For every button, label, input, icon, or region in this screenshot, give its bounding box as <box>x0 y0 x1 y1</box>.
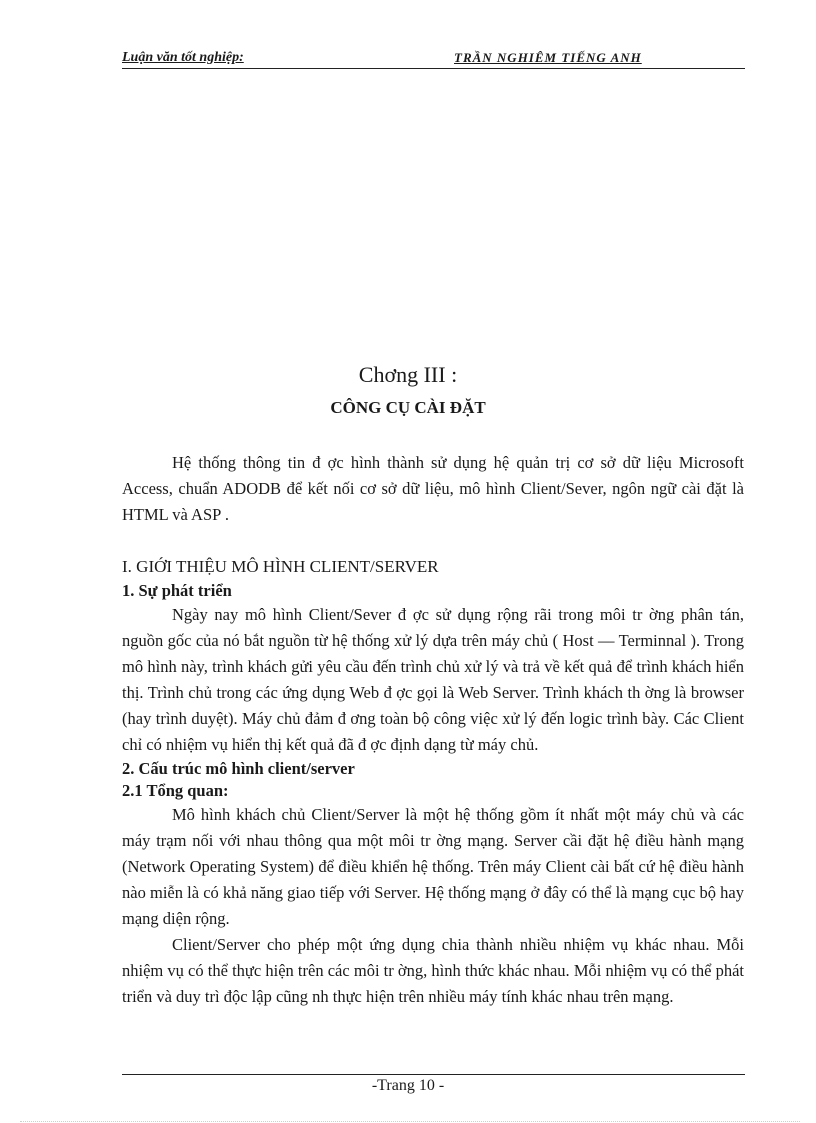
page-header <box>122 50 745 69</box>
subsection-heading: 2. Cấu trúc mô hình client/server <box>122 759 355 778</box>
intro-paragraph: Hệ thống thông tin đ ợc hình thành sử dụng hệ quản trị cơ sở dữ liệu Microsoft Access, chuẩn ADODB để kết nối cơ sở dữ liệu, mô hình Client/Sever, ngôn ngữ cài đặt là HTML và ASP . <box>122 453 744 524</box>
header-right-text: TRẦN NGHIÊM TIẾNG ANH <box>454 50 642 65</box>
header-left-text: Luận văn tốt nghiệp: <box>122 50 244 65</box>
chapter-title: Chơng III : <box>358 362 458 387</box>
subsection-heading: 2.1 Tổng quan: <box>122 781 229 800</box>
paragraph: Client/Server cho phép một ứng dụng chia thành nhiều nhiệm vụ khác nhau. Mỗi nhiệm vụ có thể thực hiện trên các môi tr ờng, hình thức khác nhau. Mỗi nhiệm vụ có thể phát triển và duy trì độc lập cũng nh thực hiện trên nhiều máy tính khác nhau trên mạng. <box>122 935 744 1006</box>
subsection-heading: 1. Sự phát triển <box>122 581 232 600</box>
page-bottom-border <box>20 1121 800 1122</box>
paragraph: Mô hình khách chủ Client/Server là một hệ thống gồm ít nhất một máy chủ và các máy trạm nối với nhau thông qua một môi tr ờng mạng. Server cầi đặt hệ điều hành mạng (Network Operating System) để điều khiển hệ thống. Trên máy Client cài bất cứ hệ điều hành nào miễn là có khả năng giao tiếp với Server. Hệ thống mạng ở đây có thể là mạng cục bộ hay mạng diện rộng. <box>122 805 744 928</box>
page-number: -Trang 10 - <box>371 1077 445 1094</box>
section-heading: I. GIỚI THIỆU MÔ HÌNH CLIENT/SERVER <box>122 557 439 576</box>
paragraph: Ngày nay mô hình Client/Sever đ ợc sử dụng rộng rãi trong môi tr ờng phân tán, nguồn gốc của nó bắt nguồn từ hệ thống xử lý dựa trên máy chủ ( Host — Terminnal ). Trong mô hình này, trình khách gửi yêu cầu đến trình chủ xử lý và trả về kết quả để trình khách hiển thị. Trình chủ trong các ứng dụng Web đ ợc gọi là Web Server. Trình khách th ờng là browser (hay trình duyệt). Máy chủ đảm đ ơng toàn bộ công việc xử lý đến logic trình bày. Các Client chỉ có nhiệm vụ hiển thị kết quả đã đ ợc định dạng từ máy chủ. <box>122 605 744 754</box>
footer-divider <box>122 1074 745 1075</box>
main-content <box>122 450 744 1010</box>
chapter-subtitle: CÔNG CỤ CÀI ĐẶT <box>330 398 486 417</box>
